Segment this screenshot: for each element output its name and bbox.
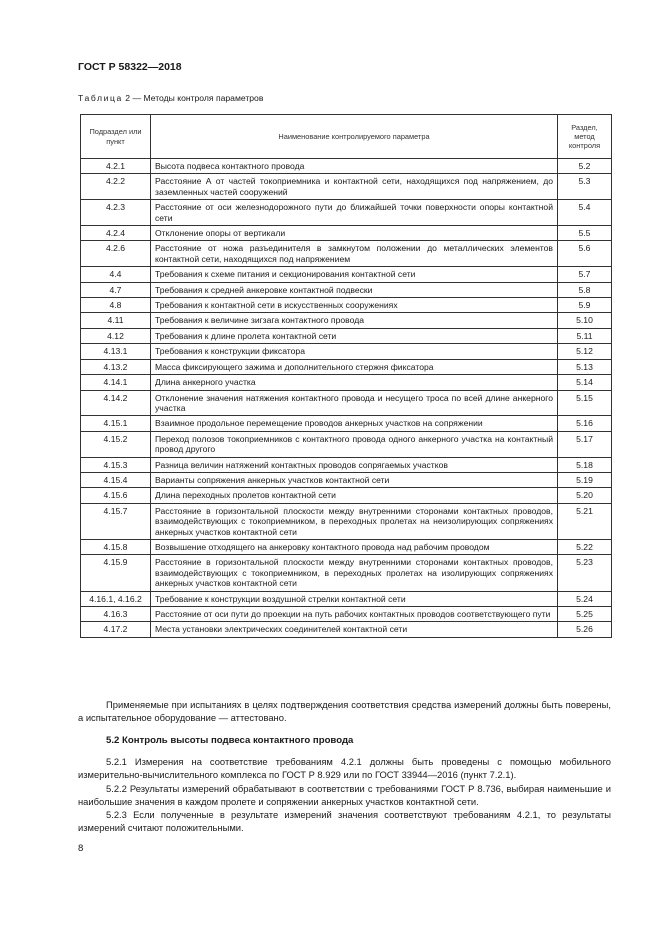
cell-section: 4.17.2 [81,622,151,637]
table-row [81,298,612,313]
cell-section: 4.15.9 [81,555,151,591]
cell-parameter: Требования к величине зигзага контактного провода [151,313,558,328]
cell-method: 5.17 [558,431,612,457]
table-row [81,359,612,374]
cell-section: 4.14.2 [81,390,151,416]
cell-parameter: Переход полозов токоприемников с контактного провода одного анкерного участка на контактный провод другого [151,431,558,457]
cell-method: 5.3 [558,174,612,200]
section-heading: 5.2 Контроль высоты подвеса контактного провода [106,735,354,746]
document-header: ГОСТ Р 58322—2018 [78,61,182,73]
cell-parameter: Расстояние в горизонтальной плоскости между внутренними сторонами контактных проводов, взаимодействующих с токоприемником, в переходных пролетах на изолирующих сопряжениях анкерных участков контактной сети [151,555,558,591]
cell-method: 5.26 [558,622,612,637]
header-section: Подраздел или пункт [81,115,151,159]
table-row [81,591,612,606]
cell-parameter: Расстояние от оси пути до проекции на путь рабочих контактных проводов соответствующего пути [151,607,558,622]
cell-method: 5.13 [558,359,612,374]
cell-parameter: Расстояние от ножа разъединителя в замкнутом положении до металлических элементов контактной сети, находящихся под напряжением [151,241,558,267]
cell-method: 5.11 [558,328,612,343]
table-row [81,555,612,591]
cell-parameter: Отклонение значения натяжения контактного провода и несущего троса по всей длине анкерного участка [151,390,558,416]
cell-parameter: Требования к конструкции фиксатора [151,344,558,359]
table-row [81,375,612,390]
table-row [81,282,612,297]
cell-method: 5.5 [558,226,612,241]
header-method: Раздел, метод контроля [558,115,612,159]
cell-section: 4.8 [81,298,151,313]
cell-section: 4.2.2 [81,174,151,200]
cell-method: 5.10 [558,313,612,328]
cell-method: 5.19 [558,472,612,487]
cell-section: 4.13.2 [81,359,151,374]
cell-method: 5.20 [558,488,612,503]
cell-parameter: Расстояние в горизонтальной плоскости между внутренними сторонами контактных проводов, взаимодействующих с токоприемником, в переходных пролетах на неизолирующих сопряжениях анкерных участков контактной сети [151,503,558,539]
cell-parameter: Высота подвеса контактного провода [151,159,558,174]
table-row [81,344,612,359]
cell-method: 5.12 [558,344,612,359]
cell-section: 4.12 [81,328,151,343]
table-row [81,607,612,622]
table-caption-number: 2 [125,93,131,103]
cell-section: 4.7 [81,282,151,297]
cell-section: 4.11 [81,313,151,328]
table-row [81,313,612,328]
cell-parameter: Расстояние от оси железнодорожного пути до ближайшей точки поверхности опоры контактной сети [151,200,558,226]
cell-method: 5.6 [558,241,612,267]
table-row [81,241,612,267]
table-row [81,488,612,503]
cell-method: 5.2 [558,159,612,174]
cell-method: 5.16 [558,416,612,431]
table-row [81,539,612,554]
table-row [81,200,612,226]
cell-section: 4.4 [81,267,151,282]
cell-method: 5.14 [558,375,612,390]
header-parameter: Наименование контролируемого параметра [151,115,558,159]
cell-section: 4.15.8 [81,539,151,554]
table-row [81,226,612,241]
cell-parameter: Места установки электрических соединителей контактной сети [151,622,558,637]
cell-section: 4.16.3 [81,607,151,622]
verification-note: Применяемые при испытаниях в целях подтверждения соответствия средства измерений должны быть поверены, а испытательное оборудование — аттестовано. [78,699,611,724]
paragraph-5-2-2: 5.2.2 Результаты измерений обрабатывают в соответствии с требованиями ГОСТ Р 8.736, выбирая наименьшие и наибольшие значения в каждом пролете и сопряжении анкерных участков контактной сети. [78,783,611,808]
table-caption-prefix: Таблица [78,93,123,103]
cell-method: 5.24 [558,591,612,606]
parameters-table [80,114,612,638]
table-caption-title: — Методы контроля параметров [132,93,264,103]
cell-parameter: Возвышение отходящего на анкеровку контактного провода над рабочим проводом [151,539,558,554]
cell-section: 4.15.7 [81,503,151,539]
cell-method: 5.7 [558,267,612,282]
cell-method: 5.25 [558,607,612,622]
cell-parameter: Требование к конструкции воздушной стрелки контактной сети [151,591,558,606]
cell-section: 4.15.1 [81,416,151,431]
table-body [81,159,612,638]
table-row [81,622,612,637]
cell-parameter: Длина переходных пролетов контактной сети [151,488,558,503]
table-row [81,174,612,200]
cell-parameter: Расстояние А от частей токоприемника и контактной сети, находящихся под напряжением, до заземленных частей сооружений [151,174,558,200]
cell-section: 4.13.1 [81,344,151,359]
cell-parameter: Требования к средней анкеровке контактной подвески [151,282,558,297]
cell-parameter: Требования к схеме питания и секционирования контактной сети [151,267,558,282]
cell-parameter: Взаимное продольное перемещение проводов анкерных участков на сопряжении [151,416,558,431]
cell-section: 4.15.3 [81,457,151,472]
cell-method: 5.9 [558,298,612,313]
table-row [81,503,612,539]
cell-section: 4.2.4 [81,226,151,241]
cell-section: 4.15.6 [81,488,151,503]
table-header-row [81,115,612,159]
cell-method: 5.4 [558,200,612,226]
table-row [81,416,612,431]
table-row [81,472,612,487]
page-number: 8 [78,843,84,854]
table-row [81,431,612,457]
cell-method: 5.22 [558,539,612,554]
cell-method: 5.21 [558,503,612,539]
cell-parameter: Масса фиксирующего зажима и дополнительного стержня фиксатора [151,359,558,374]
paragraph-5-2-1: 5.2.1 Измерения на соответствие требованиям 4.2.1 должны быть проведены с помощью мобильного измерительно-вычислительного комплекса по ГОСТ Р 8.929 или по ГОСТ 33944—2016 (пункт 7.2.1). [78,756,611,781]
cell-section: 4.15.4 [81,472,151,487]
table-caption [78,93,263,103]
cell-method: 5.8 [558,282,612,297]
paragraph-5-2-3: 5.2.3 Если полученные в результате измерений значения соответствуют требованиям 4.2.1, то результаты измерений считают положительными. [78,809,611,834]
cell-section: 4.14.1 [81,375,151,390]
table-row [81,267,612,282]
cell-section: 4.2.1 [81,159,151,174]
cell-method: 5.18 [558,457,612,472]
cell-section: 4.2.6 [81,241,151,267]
cell-parameter: Варианты сопряжения анкерных участков контактной сети [151,472,558,487]
table-row [81,390,612,416]
table-row [81,328,612,343]
table-row [81,457,612,472]
cell-parameter: Отклонение опоры от вертикали [151,226,558,241]
cell-section: 4.15.2 [81,431,151,457]
cell-parameter: Требования к контактной сети в искусственных сооружениях [151,298,558,313]
cell-parameter: Разница величин натяжений контактных проводов сопрягаемых участков [151,457,558,472]
cell-method: 5.15 [558,390,612,416]
cell-section: 4.2.3 [81,200,151,226]
cell-section: 4.16.1, 4.16.2 [81,591,151,606]
cell-parameter: Длина анкерного участка [151,375,558,390]
table-row [81,159,612,174]
cell-method: 5.23 [558,555,612,591]
cell-parameter: Требования к длине пролета контактной сети [151,328,558,343]
